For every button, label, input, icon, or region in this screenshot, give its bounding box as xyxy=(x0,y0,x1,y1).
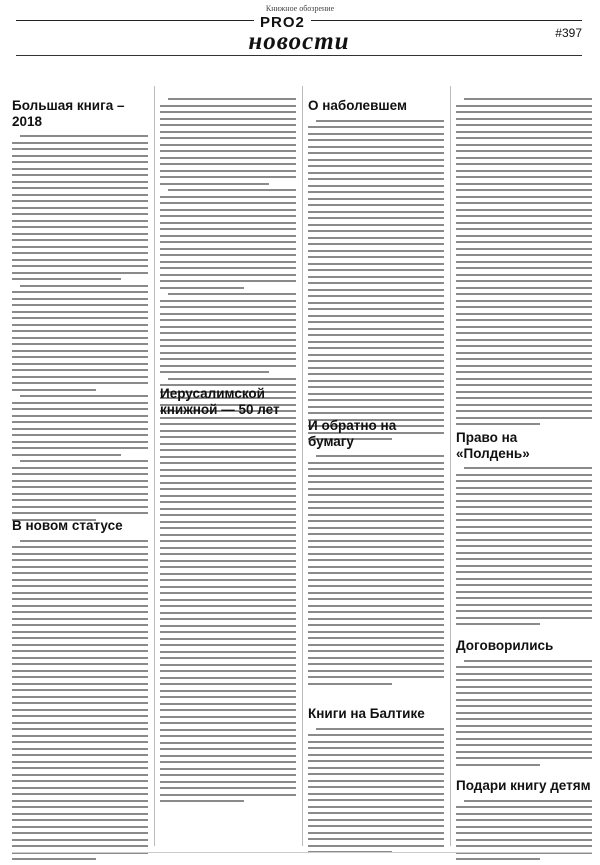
article-body xyxy=(308,455,444,685)
section-title: новости xyxy=(248,28,350,55)
headline: О наболевшем xyxy=(308,98,407,113)
article-body xyxy=(12,135,148,521)
article-bolshaya-kniga xyxy=(12,98,148,525)
article-body xyxy=(456,800,592,861)
article-knigi-baltike xyxy=(308,706,444,858)
column-divider xyxy=(154,86,155,846)
article-body xyxy=(308,120,444,441)
masthead xyxy=(16,14,582,56)
article-continued xyxy=(456,98,592,430)
article-body xyxy=(456,98,592,425)
article-ierusalimskoy xyxy=(160,386,296,807)
article-body xyxy=(160,423,296,802)
brand-logo: PRO2 xyxy=(254,14,311,31)
footer-rule xyxy=(12,852,592,853)
article-novom-statuse xyxy=(12,518,148,865)
headline: Подари книгу детям xyxy=(456,778,591,793)
article-body xyxy=(456,660,592,766)
headline: Большая книга – 2018 xyxy=(12,98,125,129)
article-naboleevshem xyxy=(308,98,444,445)
article-body xyxy=(12,540,148,861)
article-obratno-bumagu xyxy=(308,418,444,689)
issue-number: #397 xyxy=(555,26,582,40)
article-body xyxy=(308,728,444,854)
column-divider xyxy=(302,86,303,846)
headline: Договорились xyxy=(456,638,554,653)
article-pravo-poldne xyxy=(456,430,592,630)
headline: Книги на Балтике xyxy=(308,706,425,721)
masthead-bottom-rule xyxy=(16,55,582,56)
headline: И обратно на бумагу xyxy=(308,418,397,449)
article-dogovorilis xyxy=(456,638,592,770)
headline: В новом статусе xyxy=(12,518,123,533)
headline: Иерусалимской книжной — 50 лет xyxy=(160,386,280,417)
headline: Право на «Полдень» xyxy=(456,430,530,461)
column-divider xyxy=(450,86,451,846)
top-caption: Книжное обозрение xyxy=(265,4,335,13)
article-body xyxy=(456,467,592,625)
